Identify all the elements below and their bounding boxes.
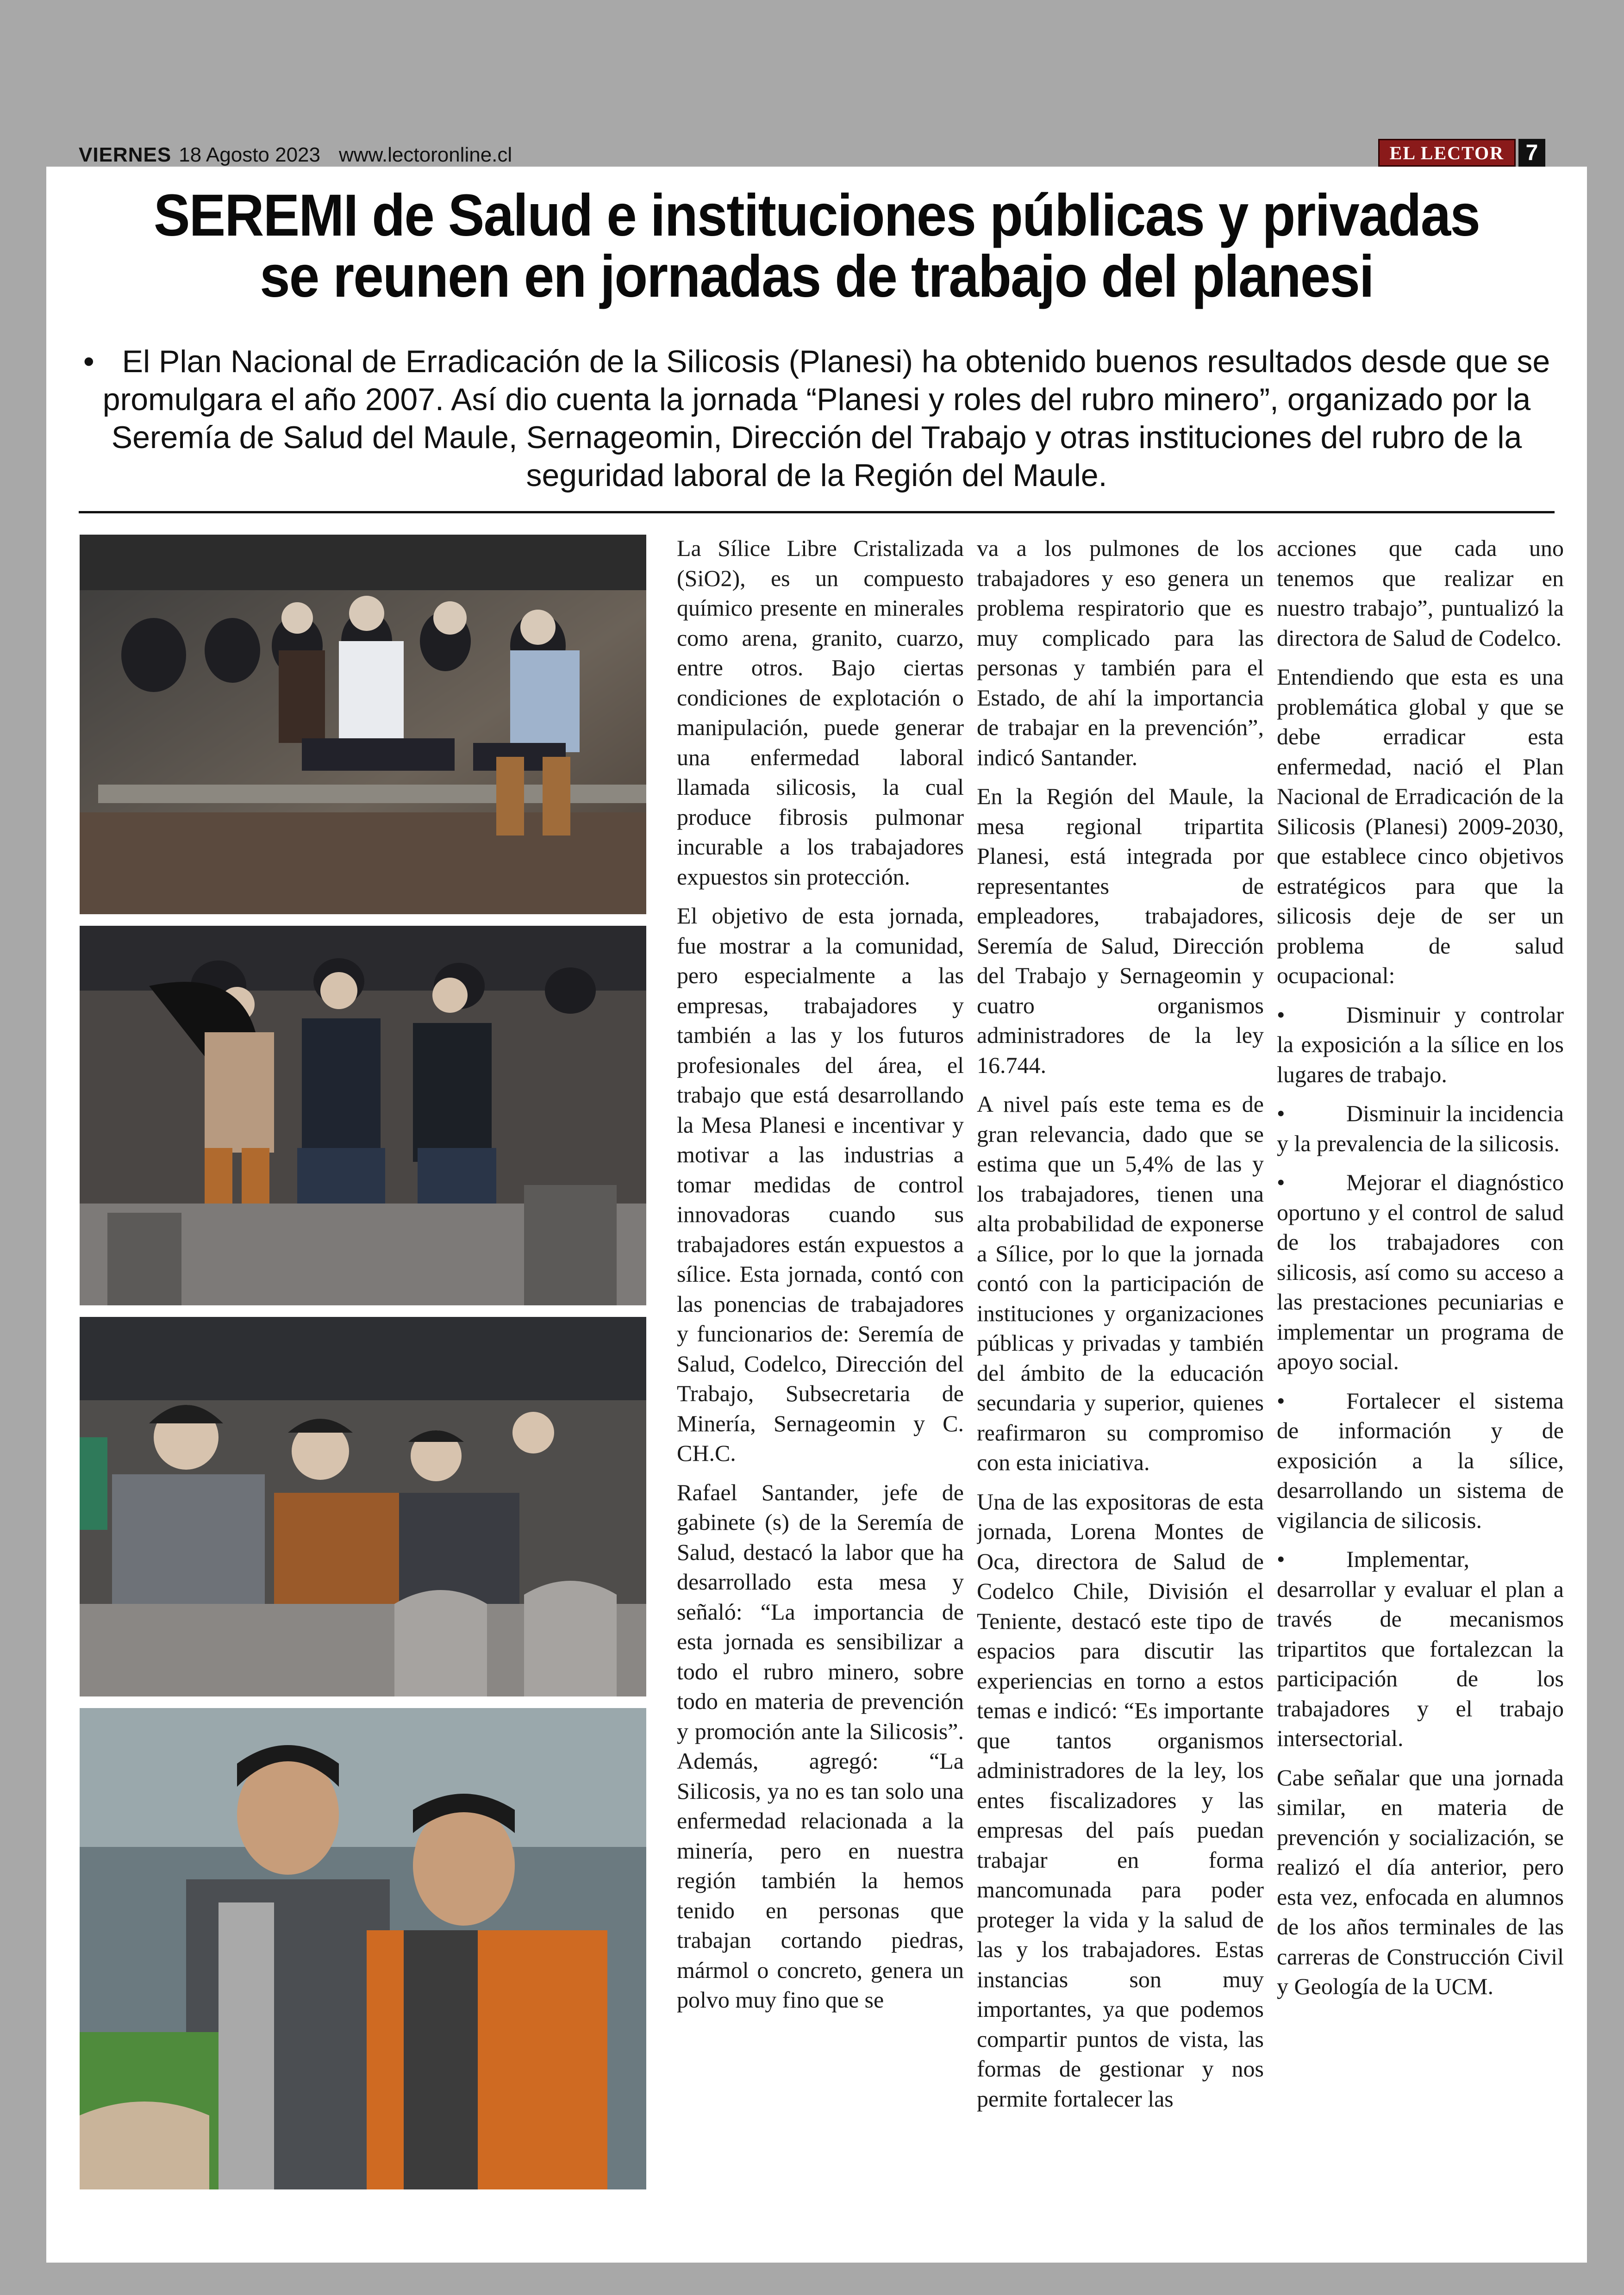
paragraph: A nivel país este tema es de gran relevancia, dado que se estima que un 5,4% de las y los trabajadores, tienen una alta probabilidad de exponerse a Sílice, por lo que la jornada contó con la participación de instituciones y organizaciones públicas y privadas y también del ámbito de la educación secundaria y superior, quienes reafirmaron su compromiso con esta iniciativa.	[977, 1091, 1264, 1475]
photo-audience-2-image	[80, 926, 646, 1305]
objective-item	[1277, 1544, 1564, 1753]
paragraph: Una de las expositoras de esta jornada, Lorena Montes de Oca, directora de Salud de Codelco Chile, División el Teniente, destacó este tipo de espacios para discutir las experiencias en torno a estos temas e indicó: “Es importante que tantos organismos administradores de la ley, los entes fiscalizadores y las empresas del país puedan trabajar en forma mancomunada para poder proteger la vida y la salud de las y los trabajadores. Estas instancias son muy importantes, ya que podemos compartir puntos de vista, las formas de gestionar y nos permite fortalecer las	[977, 1488, 1264, 2112]
brand-logo: EL LECTOR	[1378, 139, 1516, 167]
bullet-icon: •	[1277, 1546, 1285, 1572]
photo-audience-1	[80, 535, 646, 914]
header-date: 18 Agosto 2023	[179, 143, 321, 166]
article-page	[46, 167, 1587, 2263]
paragraph: En la Región del Maule, la mesa regional tripartita Planesi, está integrada por representantes de empleadores, trabajadores, Seremía de Salud, Dirección del Trabajo y Sernageomin y cuatro organismos administradores de la ley 16.744.	[977, 783, 1264, 1078]
objective-item	[1277, 1000, 1564, 1090]
page-number: 7	[1518, 139, 1545, 167]
objective-text: Disminuir y controlar la exposición a la sílice en los lugares de trabajo.	[1277, 1001, 1564, 1087]
newspaper-brand	[1378, 139, 1545, 167]
objective-item	[1277, 1098, 1564, 1158]
article-column-1	[677, 533, 964, 2200]
objective-text: Mejorar el diagnóstico oportuno y el control de salud de los trabajadores con silicosis, así como su acceso a las prestaciones pecuniarias e implementar un programa de apoyo social.	[1277, 1169, 1564, 1374]
header-day: VIERNES	[79, 143, 172, 166]
paragraph: La Sílice Libre Cristalizada (SiO2), es un compuesto químico presente en minerales como arena, granito, cuarzo, entre otros. Bajo ciertas condiciones de explotación o manipulación, puede generar una enfermedad laboral llamada silicosis, la cual produce fibrosis pulmonar incurable a los trabajadores expuestos sin protección.	[677, 535, 964, 890]
photo-workers	[80, 1708, 646, 2189]
photo-workers-image	[80, 1708, 646, 2189]
photo-audience-3	[80, 1317, 646, 1696]
paragraph: Entendiendo que esta es una problemática global y que se debe erradicar esta enfermedad, nació el Plan Nacional de Erradicación de la Silicosis (Planesi) 2009-2030, que establece cinco objetivos estratégicos para que la silicosis deje de ser un problema de salud ocupacional:	[1277, 664, 1564, 988]
divider-rule	[79, 511, 1555, 513]
paragraph: El objetivo de esta jornada, fue mostrar a la comunidad, pero especialmente a las empresas, trabajadores y también a las y los futuros profesionales del área, el trabajo que está desarrollando la Mesa Planesi e incentivar y motivar a las industrias a tomar medidas de control innovadoras cuando sus trabajadores están expuestos a sílice. Esta jornada, contó con las ponencias de trabajadores y funcionarios de: Seremía de Salud, Codelco, Dirección del Trabajo, Subsecretaria de Minería, Sernageomin y C. CH.C.	[677, 903, 964, 1466]
paragraph: acciones que cada uno tenemos que realizar en nuestro trabajo”, puntualizó la directora de Salud de Codelco.	[1277, 535, 1564, 651]
header-website[interactable]: www.lectoronline.cl	[339, 143, 512, 166]
photo-audience-3-image	[80, 1317, 646, 1696]
paragraph: va a los pulmones de los trabajadores y eso genera un problema respiratorio que es muy complicado para las personas y también para el Estado, de ahí la importancia de trabajar en la prevención”, indicó Santander.	[977, 535, 1264, 770]
bullet-icon: •	[1277, 1169, 1285, 1195]
photo-audience-2	[80, 926, 646, 1305]
objective-item	[1277, 1386, 1564, 1535]
lead-bullet: •	[83, 344, 94, 379]
objective-text: Implementar, desarrollar y evaluar el plan a través de mecanismos tripartitos que fortalezcan la participación de los trabajadores y el trabajo intersectorial.	[1277, 1546, 1564, 1751]
page-header	[79, 139, 1546, 167]
objective-text: Disminuir la incidencia y la prevalencia de la silicosis.	[1277, 1100, 1564, 1156]
bullet-icon: •	[1277, 1100, 1285, 1126]
bullet-icon: •	[1277, 1387, 1285, 1414]
bullet-icon: •	[1277, 1001, 1285, 1028]
photo-audience-1-image	[80, 535, 646, 914]
lead-text: El Plan Nacional de Erradicación de la Silicosis (Planesi) ha obtenido buenos resultados desde que se promulgara el año 2007. Así dio cuenta la jornada “Planesi y roles del rubro minero”, organizado por la Seremía de Salud del Maule, Sernageomin, Dirección del Trabajo y otras instituciones del rubro de la seguridad laboral de la Región del Maule.	[102, 344, 1550, 493]
article-column-2	[977, 533, 1264, 2200]
article-lead	[79, 343, 1555, 494]
article-column-3	[1277, 533, 1564, 2200]
article-headline: SEREMI de Salud e instituciones públicas y privadas se reunen en jornadas de trabajo del planesi	[153, 182, 1480, 310]
paragraph: Cabe señalar que una jornada similar, en materia de prevención y socialización, se realizó el día anterior, pero esta vez, enfocada en alumnos de los años terminales de las carreras de Construcción Civil y Geología de la UCM.	[1277, 1764, 1564, 1999]
paragraph: Rafael Santander, jefe de gabinete (s) de la Seremía de Salud, destacó la labor que ha desarrollado esta mesa y señaló: “La importancia de esta jornada es sensibilizar a todo el rubro minero, sobre todo en materia de prevención y promoción ante la Silicosis”. Además, agregó: “La Silicosis, ya no es tan solo una enfermedad relacionada a la minería, pero en nuestra región también la hemos tenido en personas que trabajan cortando piedras, mármol o concreto, genera un polvo muy fino que se	[677, 1479, 964, 2013]
objective-text: Fortalecer el sistema de información y de exposición a la sílice, desarrollando un sistema de vigilancia de silicosis.	[1277, 1387, 1564, 1533]
objective-item	[1277, 1167, 1564, 1377]
